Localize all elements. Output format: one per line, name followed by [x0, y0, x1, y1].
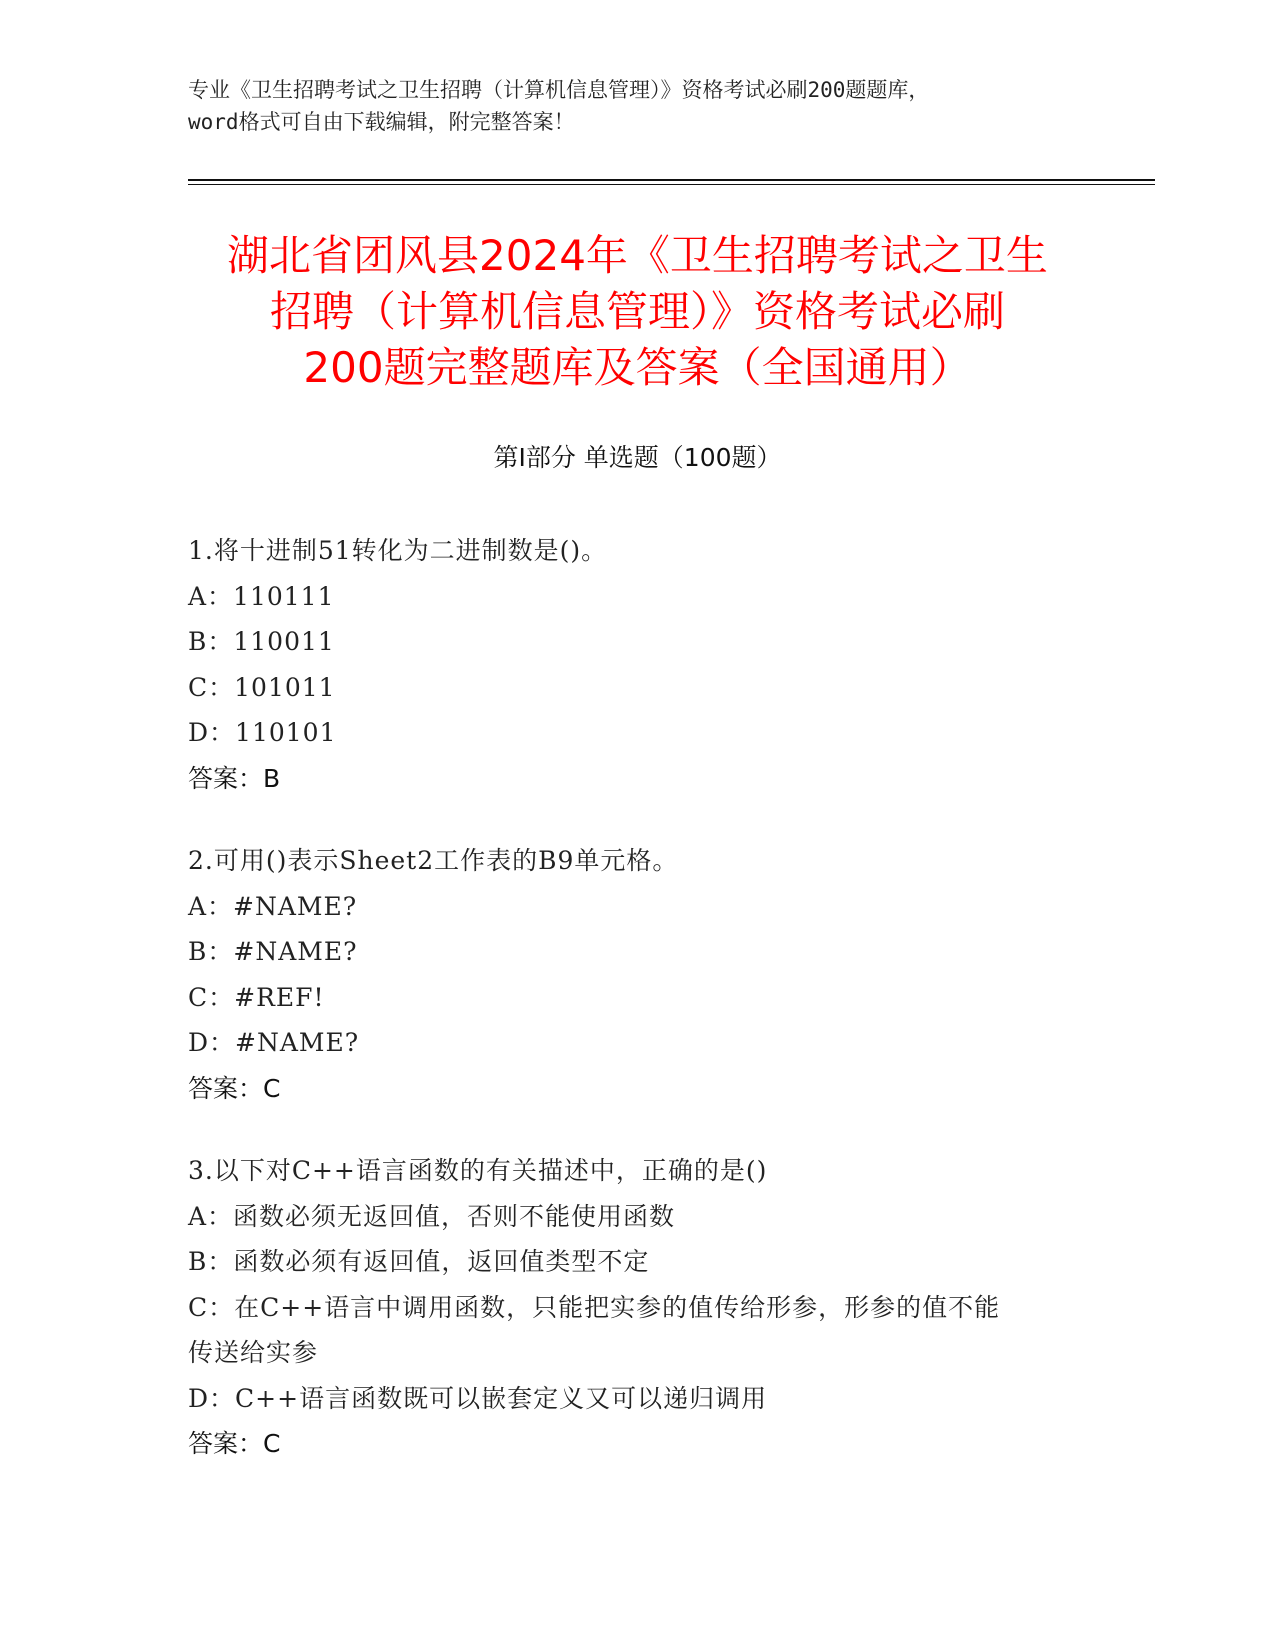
header-note: [188, 74, 1088, 138]
option-b: B：函数必须有返回值，返回值类型不定: [188, 1247, 650, 1276]
option-a: A：110111: [188, 581, 335, 611]
section-heading: 第Ⅰ部分 单选题（100题）: [493, 443, 782, 472]
title-line-1: 湖北省团风县2024年《卫生招聘考试之卫生: [227, 231, 1048, 280]
header-divider-thick: [188, 179, 1155, 181]
question-3: [188, 1148, 1068, 1467]
question-stem: 1.将十进制51转化为二进制数是()。: [188, 536, 608, 565]
title-line-3: 200题完整题库及答案（全国通用）: [303, 343, 972, 392]
answer-label: 答案：B: [188, 763, 281, 793]
header-note-line-1: 专业《卫生招聘考试之卫生招聘（计算机信息管理）》资格考试必刷200题题库，: [188, 78, 930, 102]
option-c: C：#REF!: [188, 982, 325, 1012]
header-note-line-2: word格式可自由下载编辑，附完整答案！: [188, 110, 575, 134]
option-c-continued: 传送给实参: [188, 1338, 319, 1367]
option-c: C：101011: [188, 672, 336, 702]
option-d: D：C++语言函数既可以嵌套定义又可以递归调用: [188, 1383, 768, 1413]
option-d: D：#NAME?: [188, 1028, 360, 1057]
question-stem: 2.可用()表示Sheet2工作表的B9单元格。: [188, 846, 679, 875]
title-line-2: 招聘（计算机信息管理）》资格考试必刷: [269, 287, 1005, 336]
header-divider-thin: [188, 184, 1155, 185]
option-c: C：在C++语言中调用函数，只能把实参的值传给形参，形参的值不能: [188, 1292, 1001, 1322]
option-b: B：110011: [188, 627, 335, 656]
answer-label: 答案：C: [188, 1429, 281, 1458]
question-stem: 3.以下对C++语言函数的有关描述中，正确的是(): [188, 1156, 768, 1185]
option-d: D：110101: [188, 718, 337, 747]
question-2: [188, 838, 1068, 1111]
question-1: [188, 528, 1068, 801]
option-a: A：函数必须无返回值，否则不能使用函数: [188, 1201, 676, 1231]
answer-label: 答案：C: [188, 1073, 281, 1103]
option-a: A：#NAME?: [188, 891, 358, 921]
question-list: [188, 528, 1068, 1504]
option-b: B：#NAME?: [188, 937, 358, 966]
document-title: [150, 228, 1125, 396]
